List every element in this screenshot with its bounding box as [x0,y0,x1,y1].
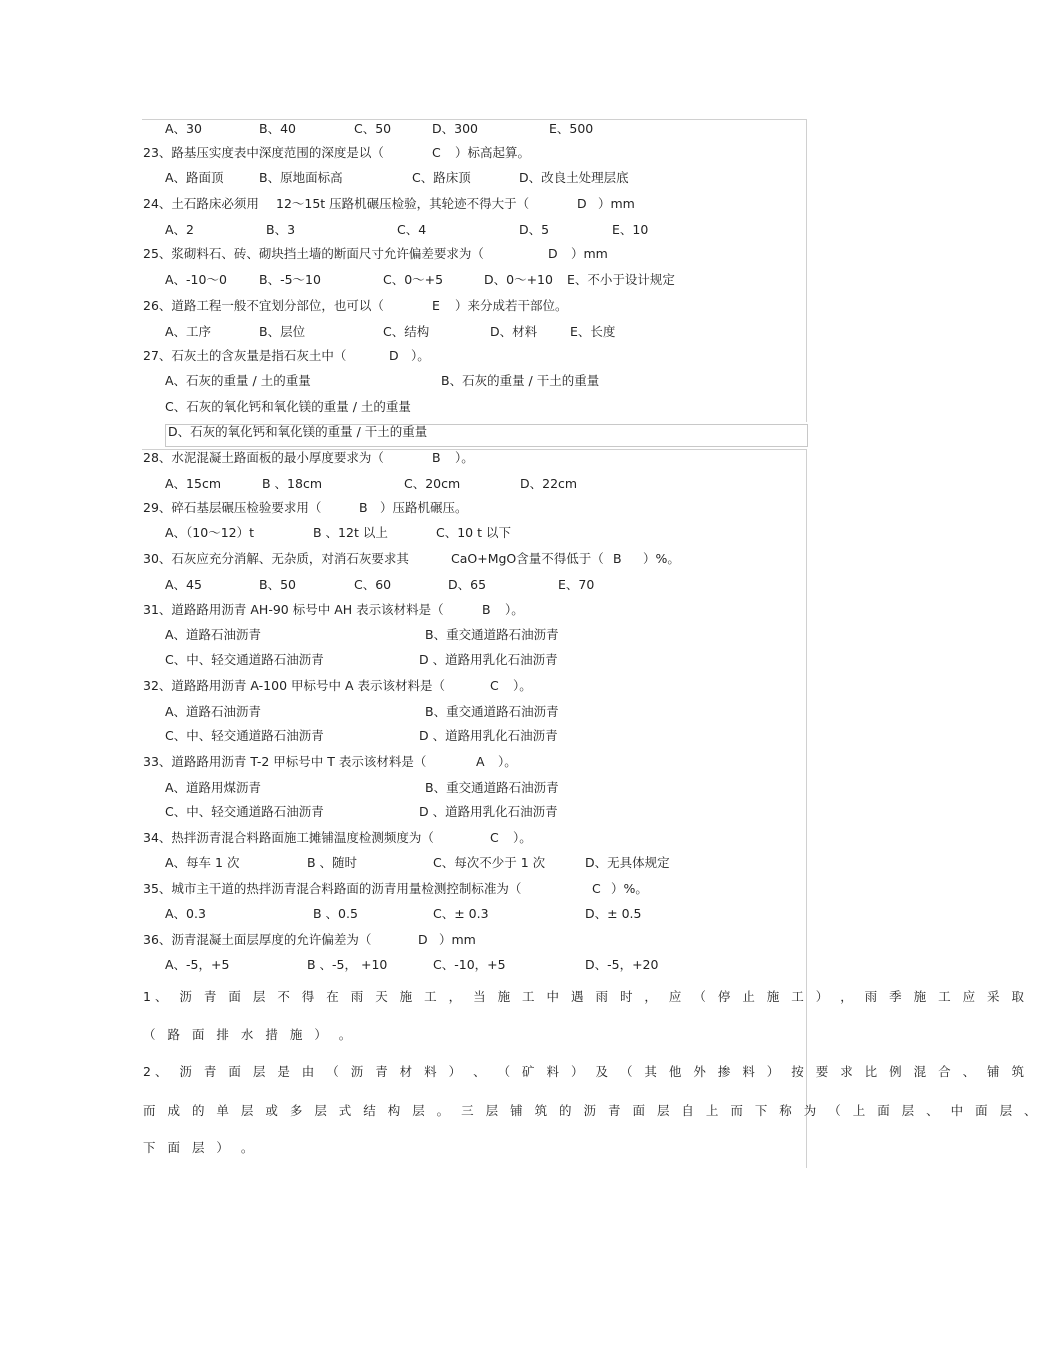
text-line-q31a: B [482,602,491,617]
text-line-o33d: D 、道路用乳化石油沥青 [419,804,558,819]
text-line-o30c: C、60 [354,577,392,592]
text-line-q36a: D [418,932,428,947]
text-line-q29a: B [359,500,368,515]
text-line-o35c: C、± 0.3 [433,906,489,921]
text-line-o28b: B 、18cm [262,476,323,491]
text-line-o30a: A、45 [165,577,202,592]
text-line-q35b: ）%。 [611,881,648,896]
text-line-l01: A、30 [165,121,202,136]
text-line-o34a: A、每车 1 次 [165,855,240,870]
text-line-o30b: B、50 [259,577,296,592]
text-line-q26: 26、道路工程一般不宜划分部位，也可以（ [143,298,384,313]
text-line-q30b: CaO+MgO含量不得低于（ [451,551,604,566]
text-line-o24d: D、5 [519,222,550,237]
text-line-q24b: 12～15t 压路机碾压检验，其轮迹不得大于（ [276,196,530,211]
text-line-q34b: ）。 [513,830,532,845]
text-line-o25c: C、0～+5 [383,272,444,287]
text-line-o29b: B 、12t 以上 [313,525,388,540]
text-line-o32c: C、中、轻交通道路石油沥青 [165,728,324,743]
text-line-o25e: E、不小于设计规定 [567,272,675,287]
text-line-o28c: C、20cm [404,476,461,491]
text-line-o27a: A、石灰的重量 / 土的重量 [165,373,311,388]
text-line-o33c: C、中、轻交通道路石油沥青 [165,804,324,819]
paragraph-line-p1b: （ 路 面 排 水 措 施 ） 。 [143,1027,356,1042]
text-line-o36b: B 、-5， +10 [307,957,388,972]
text-line-q28a: B [432,450,441,465]
text-line-q31: 31、道路路用沥青 AH-90 标号中 AH 表示该材料是（ [143,602,444,617]
text-line-q24c: ）mm [598,196,635,211]
text-line-q32: 32、道路路用沥青 A-100 甲标号中 A 表示该材料是（ [143,678,445,693]
text-line-q26a: E [432,298,440,313]
paragraph-line-p2a: 2、 沥 青 面 层 是 由 （ 沥 青 材 料 ） 、 （ 矿 料 ） 及 （ 其 他 外 掺 料 ） 按 要 求 比 例 混 合 、 铺 筑 [143,1064,1029,1079]
text-line-q35: 35、城市主干道的热拌沥青混合料路面的沥青用量检测控制标准为（ [143,881,522,896]
text-line-q32b: ）。 [513,678,532,693]
paragraph-line-p2b: 而 成 的 单 层 或 多 层 式 结 构 层 。 三 层 铺 筑 的 沥 青 面 层 自 上 而 下 称 为 （ 上 面 层 、 中 面 层 、 [143,1103,1041,1118]
text-line-q32a: C [490,678,499,693]
text-line-l03: C、50 [354,121,392,136]
text-line-o24c: C、4 [397,222,427,237]
text-line-q27a: D [389,348,399,363]
text-line-q33a: A [476,754,485,769]
text-line-o35d: D、± 0.5 [585,906,642,921]
text-line-o34d: D、无具体规定 [585,855,670,870]
text-line-q25a: D [548,246,558,261]
text-line-o26d: D、材料 [490,324,538,339]
text-line-o27d: D、石灰的氧化钙和氧化镁的重量 / 干土的重量 [168,424,428,439]
text-line-l05: E、500 [549,121,594,136]
text-line-q26b: ）来分成若干部位。 [455,298,568,313]
text-line-o28a: A、15cm [165,476,222,491]
text-line-o30d: D、65 [448,577,487,592]
text-line-o26c: C、结构 [383,324,430,339]
text-line-q35a: C [592,881,601,896]
text-line-q34a: C [490,830,499,845]
text-line-q31b: ）。 [505,602,524,617]
text-line-o36a: A、-5，+5 [165,957,230,972]
text-line-o24b: B、3 [266,222,296,237]
text-line-o33a: A、道路用煤沥青 [165,780,262,795]
text-line-o34b: B 、随时 [307,855,358,870]
text-line-o25d: D、0～+10 [484,272,553,287]
text-line-o29c: C、10 t 以下 [436,525,511,540]
text-line-o28d: D、22cm [520,476,578,491]
text-line-q36: 36、沥青混凝土面层厚度的允许偏差为（ [143,932,372,947]
text-line-q30: 30、石灰应充分消解、无杂质，对消石灰要求其 [143,551,409,566]
text-line-o35b: B 、0.5 [313,906,358,921]
paragraph-line-p1a: 1、 沥 青 面 层 不 得 在 雨 天 施 工 ， 当 施 工 中 遇 雨 时 ， 应 （ 停 止 施 工 ） ， 雨 季 施 工 应 采 取 [143,989,1029,1004]
text-line-o33b: B、重交通道路石油沥青 [425,780,559,795]
text-line-q30c: ）%。 [643,551,680,566]
text-line-o24a: A、2 [165,222,195,237]
text-line-q24: 24、土石路床必须用 [143,196,259,211]
text-line-o27b: B、石灰的重量 / 干土的重量 [441,373,600,388]
text-line-q23: 23、路基压实度表中深度范围的深度是以（ [143,145,384,160]
text-line-o23b: B、原地面标高 [259,170,343,185]
text-line-o31d: D 、道路用乳化石油沥青 [419,652,558,667]
text-line-o32d: D 、道路用乳化石油沥青 [419,728,558,743]
text-line-o31c: C、中、轻交通道路石油沥青 [165,652,324,667]
text-line-o30e: E、70 [558,577,595,592]
text-line-q29: 29、碎石基层碾压检验要求用（ [143,500,322,515]
text-line-l04: D、300 [432,121,478,136]
text-line-q28b: ）。 [455,450,474,465]
text-line-q27: 27、石灰土的含灰量是指石灰土中（ [143,348,347,363]
text-line-q25b: ）mm [571,246,608,261]
text-line-q25: 25、浆砌料石、砖、砌块挡土墙的断面尺寸允许偏差要求为（ [143,246,484,261]
text-line-q30a: B [613,551,622,566]
text-line-o32b: B、重交通道路石油沥青 [425,704,559,719]
text-line-q33b: ）。 [498,754,517,769]
text-line-o35a: A、0.3 [165,906,206,921]
text-line-q34: 34、热拌沥青混合料路面施工摊铺温度检测频度为（ [143,830,434,845]
text-line-o26e: E、长度 [570,324,616,339]
text-line-o23c: C、路床顶 [412,170,471,185]
text-line-o36d: D、-5，+20 [585,957,659,972]
text-line-o31b: B、重交通道路石油沥青 [425,627,559,642]
text-line-o23d: D、改良土处理层底 [519,170,629,185]
text-line-o31a: A、道路石油沥青 [165,627,262,642]
text-line-l02: B、40 [259,121,296,136]
text-line-o25a: A、-10～0 [165,272,227,287]
paragraph-line-p2c: 下 面 层 ） 。 [143,1140,258,1155]
text-line-q33: 33、道路路用沥青 T-2 甲标号中 T 表示该材料是（ [143,754,427,769]
text-line-o25b: B、-5～10 [259,272,321,287]
text-line-o23a: A、路面顶 [165,170,224,185]
text-line-o26a: A、工序 [165,324,212,339]
text-line-o24e: E、10 [612,222,649,237]
text-line-q27b: ）。 [411,348,430,363]
text-line-o27c: C、石灰的氧化钙和氧化镁的重量 / 土的重量 [165,399,411,414]
text-line-o34c: C、每次不少于 1 次 [433,855,546,870]
text-line-q23a: C [432,145,441,160]
text-line-q28: 28、水泥混凝土路面板的最小厚度要求为（ [143,450,384,465]
text-line-o29a: A、（10～12）t [165,525,255,540]
text-line-o26b: B、层位 [259,324,306,339]
text-line-q29b: ）压路机碾压。 [380,500,468,515]
text-line-q24a: D [577,196,587,211]
text-line-o36c: C、-10，+5 [433,957,506,972]
text-line-q23b: ）标高起算。 [455,145,531,160]
text-line-q36b: ）mm [439,932,476,947]
text-line-o32a: A、道路石油沥青 [165,704,262,719]
